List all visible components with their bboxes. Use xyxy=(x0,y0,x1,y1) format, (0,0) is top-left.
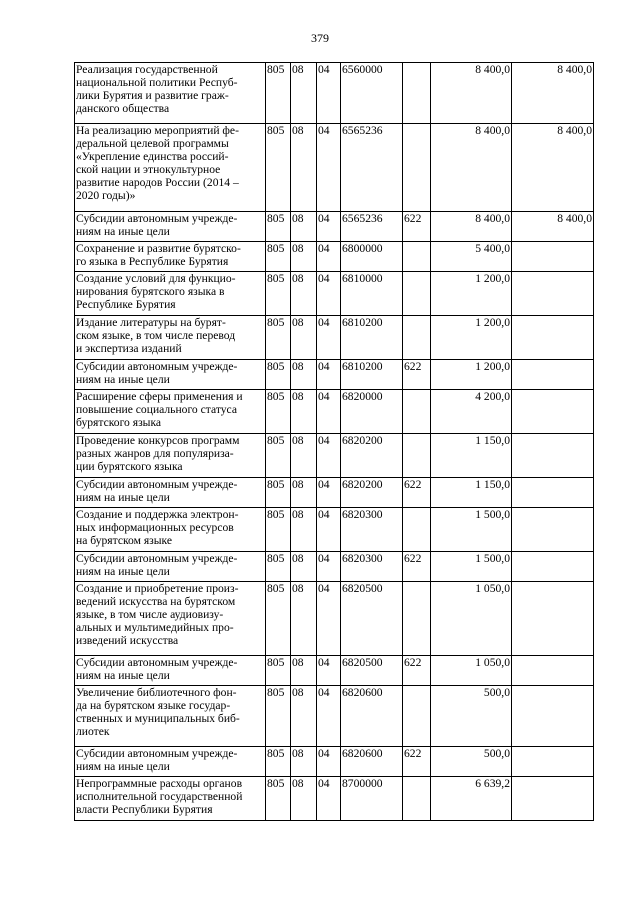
subsection-code-cell: 04 xyxy=(317,272,341,316)
federal-amount-cell xyxy=(512,316,594,360)
amount-cell: 1 500,0 xyxy=(431,552,512,582)
target-article-cell: 6820300 xyxy=(341,552,403,582)
federal-amount-cell xyxy=(512,656,594,686)
subsection-code-cell: 04 xyxy=(317,552,341,582)
section-code-cell: 08 xyxy=(291,747,317,777)
subsection-code-cell: 04 xyxy=(317,777,341,821)
ministry-code-cell: 805 xyxy=(266,582,291,656)
section-code-cell: 08 xyxy=(291,434,317,478)
table-row xyxy=(75,316,594,360)
table-row xyxy=(75,242,594,272)
section-code-cell: 08 xyxy=(291,582,317,656)
target-article-cell: 6565236 xyxy=(341,212,403,242)
section-code-cell: 08 xyxy=(291,508,317,552)
expense-type-cell xyxy=(403,582,431,656)
table-row xyxy=(75,390,594,434)
ministry-code-cell: 805 xyxy=(266,478,291,508)
ministry-code-cell: 805 xyxy=(266,316,291,360)
amount-cell: 500,0 xyxy=(431,747,512,777)
expense-type-cell xyxy=(403,434,431,478)
section-code-cell: 08 xyxy=(291,390,317,434)
table-row xyxy=(75,212,594,242)
amount-cell: 1 200,0 xyxy=(431,272,512,316)
target-article-cell: 6820300 xyxy=(341,508,403,552)
subsection-code-cell: 04 xyxy=(317,747,341,777)
ministry-code-cell: 805 xyxy=(266,552,291,582)
expense-name-cell: Субсидии автономным учрежде- ниям на иные цели xyxy=(75,656,266,686)
amount-cell: 8 400,0 xyxy=(431,212,512,242)
target-article-cell: 6820500 xyxy=(341,656,403,686)
ministry-code-cell: 805 xyxy=(266,212,291,242)
section-code-cell: 08 xyxy=(291,360,317,390)
section-code-cell: 08 xyxy=(291,777,317,821)
federal-amount-cell xyxy=(512,582,594,656)
expense-type-cell: 622 xyxy=(403,747,431,777)
amount-cell: 1 150,0 xyxy=(431,478,512,508)
expense-type-cell: 622 xyxy=(403,212,431,242)
ministry-code-cell: 805 xyxy=(266,686,291,747)
target-article-cell: 6820200 xyxy=(341,478,403,508)
target-article-cell: 6820600 xyxy=(341,686,403,747)
target-article-cell: 6810000 xyxy=(341,272,403,316)
expense-name-cell: Сохранение и развитие бурятско- го языка в Республике Бурятия xyxy=(75,242,266,272)
expense-name-cell: Увеличение библиотечного фон- да на бурятском языке государ- ственных и муниципальных биб- лиотек xyxy=(75,686,266,747)
federal-amount-cell xyxy=(512,390,594,434)
section-code-cell: 08 xyxy=(291,656,317,686)
expense-name-cell: Непрограммные расходы органов исполнительной государственной власти Республики Бурятия xyxy=(75,777,266,821)
amount-cell: 1 050,0 xyxy=(431,582,512,656)
table-row xyxy=(75,63,594,124)
subsection-code-cell: 04 xyxy=(317,390,341,434)
expense-name-cell: Проведение конкурсов программ разных жанров для популяриза- ции бурятского языка xyxy=(75,434,266,478)
target-article-cell: 6565236 xyxy=(341,124,403,212)
section-code-cell: 08 xyxy=(291,316,317,360)
expense-name-cell: Субсидии автономным учрежде- ниям на иные цели xyxy=(75,747,266,777)
section-code-cell: 08 xyxy=(291,552,317,582)
section-code-cell: 08 xyxy=(291,272,317,316)
table-row xyxy=(75,124,594,212)
section-code-cell: 08 xyxy=(291,478,317,508)
table-row xyxy=(75,434,594,478)
table-row xyxy=(75,552,594,582)
expense-name-cell: Создание и приобретение произ- ведений искусства на бурятском языке, в том числе аудиовизу- альных и мультимедийных про- изведений искусства xyxy=(75,582,266,656)
table-row xyxy=(75,508,594,552)
federal-amount-cell: 8 400,0 xyxy=(512,212,594,242)
ministry-code-cell: 805 xyxy=(266,242,291,272)
amount-cell: 8 400,0 xyxy=(431,124,512,212)
table-row xyxy=(75,747,594,777)
expense-type-cell xyxy=(403,316,431,360)
expense-type-cell xyxy=(403,124,431,212)
federal-amount-cell xyxy=(512,242,594,272)
ministry-code-cell: 805 xyxy=(266,360,291,390)
federal-amount-cell xyxy=(512,508,594,552)
target-article-cell: 6800000 xyxy=(341,242,403,272)
federal-amount-cell xyxy=(512,478,594,508)
federal-amount-cell xyxy=(512,686,594,747)
expense-type-cell xyxy=(403,242,431,272)
amount-cell: 500,0 xyxy=(431,686,512,747)
subsection-code-cell: 04 xyxy=(317,212,341,242)
ministry-code-cell: 805 xyxy=(266,508,291,552)
ministry-code-cell: 805 xyxy=(266,777,291,821)
expense-name-cell: Издание литературы на бурят- ском языке, в том числе перевод и экспертиза изданий xyxy=(75,316,266,360)
ministry-code-cell: 805 xyxy=(266,272,291,316)
table-row xyxy=(75,272,594,316)
federal-amount-cell xyxy=(512,747,594,777)
table-row xyxy=(75,582,594,656)
subsection-code-cell: 04 xyxy=(317,478,341,508)
table-row xyxy=(75,478,594,508)
federal-amount-cell xyxy=(512,360,594,390)
subsection-code-cell: 04 xyxy=(317,63,341,124)
expense-type-cell xyxy=(403,390,431,434)
section-code-cell: 08 xyxy=(291,63,317,124)
table-row xyxy=(75,360,594,390)
federal-amount-cell: 8 400,0 xyxy=(512,63,594,124)
target-article-cell: 6820000 xyxy=(341,390,403,434)
target-article-cell: 6560000 xyxy=(341,63,403,124)
expense-type-cell: 622 xyxy=(403,360,431,390)
ministry-code-cell: 805 xyxy=(266,390,291,434)
amount-cell: 1 200,0 xyxy=(431,360,512,390)
table-body xyxy=(75,63,594,821)
subsection-code-cell: 04 xyxy=(317,508,341,552)
table-row xyxy=(75,656,594,686)
ministry-code-cell: 805 xyxy=(266,434,291,478)
expense-name-cell: Субсидии автономным учрежде- ниям на иные цели xyxy=(75,360,266,390)
subsection-code-cell: 04 xyxy=(317,316,341,360)
section-code-cell: 08 xyxy=(291,212,317,242)
subsection-code-cell: 04 xyxy=(317,124,341,212)
ministry-code-cell: 805 xyxy=(266,63,291,124)
expense-name-cell: Расширение сферы применения и повышение социального статуса бурятского языка xyxy=(75,390,266,434)
federal-amount-cell xyxy=(512,552,594,582)
amount-cell: 4 200,0 xyxy=(431,390,512,434)
section-code-cell: 08 xyxy=(291,242,317,272)
amount-cell: 1 200,0 xyxy=(431,316,512,360)
expense-type-cell xyxy=(403,508,431,552)
expense-type-cell xyxy=(403,63,431,124)
target-article-cell: 6820200 xyxy=(341,434,403,478)
budget-table xyxy=(74,62,594,821)
expense-name-cell: Субсидии автономным учрежде- ниям на иные цели xyxy=(75,552,266,582)
expense-name-cell: На реализацию мероприятий фе- деральной целевой программы «Укрепление единства россий- ской нации и этнокультурное развитие народов России (2014 – 2020 годы)» xyxy=(75,124,266,212)
federal-amount-cell: 8 400,0 xyxy=(512,124,594,212)
federal-amount-cell xyxy=(512,272,594,316)
ministry-code-cell: 805 xyxy=(266,124,291,212)
target-article-cell: 6820500 xyxy=(341,582,403,656)
table-row xyxy=(75,686,594,747)
expense-type-cell: 622 xyxy=(403,552,431,582)
target-article-cell: 6810200 xyxy=(341,360,403,390)
section-code-cell: 08 xyxy=(291,686,317,747)
subsection-code-cell: 04 xyxy=(317,686,341,747)
target-article-cell: 6810200 xyxy=(341,316,403,360)
expense-type-cell xyxy=(403,272,431,316)
target-article-cell: 8700000 xyxy=(341,777,403,821)
expense-name-cell: Реализация государственной национальной политики Респуб- лики Бурятия и развитие граж- данского общества xyxy=(75,63,266,124)
expense-name-cell: Создание условий для функцио- нирования бурятского языка в Республике Бурятия xyxy=(75,272,266,316)
subsection-code-cell: 04 xyxy=(317,434,341,478)
amount-cell: 8 400,0 xyxy=(431,63,512,124)
expense-name-cell: Субсидии автономным учрежде- ниям на иные цели xyxy=(75,212,266,242)
ministry-code-cell: 805 xyxy=(266,747,291,777)
section-code-cell: 08 xyxy=(291,124,317,212)
ministry-code-cell: 805 xyxy=(266,656,291,686)
amount-cell: 1 500,0 xyxy=(431,508,512,552)
subsection-code-cell: 04 xyxy=(317,242,341,272)
federal-amount-cell xyxy=(512,434,594,478)
page-number: 379 xyxy=(311,31,329,45)
target-article-cell: 6820600 xyxy=(341,747,403,777)
expense-type-cell: 622 xyxy=(403,656,431,686)
table-row xyxy=(75,777,594,821)
amount-cell: 6 639,2 xyxy=(431,777,512,821)
expense-name-cell: Создание и поддержка электрон- ных информационных ресурсов на бурятском языке xyxy=(75,508,266,552)
subsection-code-cell: 04 xyxy=(317,656,341,686)
expense-type-cell xyxy=(403,777,431,821)
expense-type-cell: 622 xyxy=(403,478,431,508)
subsection-code-cell: 04 xyxy=(317,582,341,656)
amount-cell: 1 150,0 xyxy=(431,434,512,478)
federal-amount-cell xyxy=(512,777,594,821)
expense-name-cell: Субсидии автономным учрежде- ниям на иные цели xyxy=(75,478,266,508)
amount-cell: 1 050,0 xyxy=(431,656,512,686)
amount-cell: 5 400,0 xyxy=(431,242,512,272)
expense-type-cell xyxy=(403,686,431,747)
subsection-code-cell: 04 xyxy=(317,360,341,390)
